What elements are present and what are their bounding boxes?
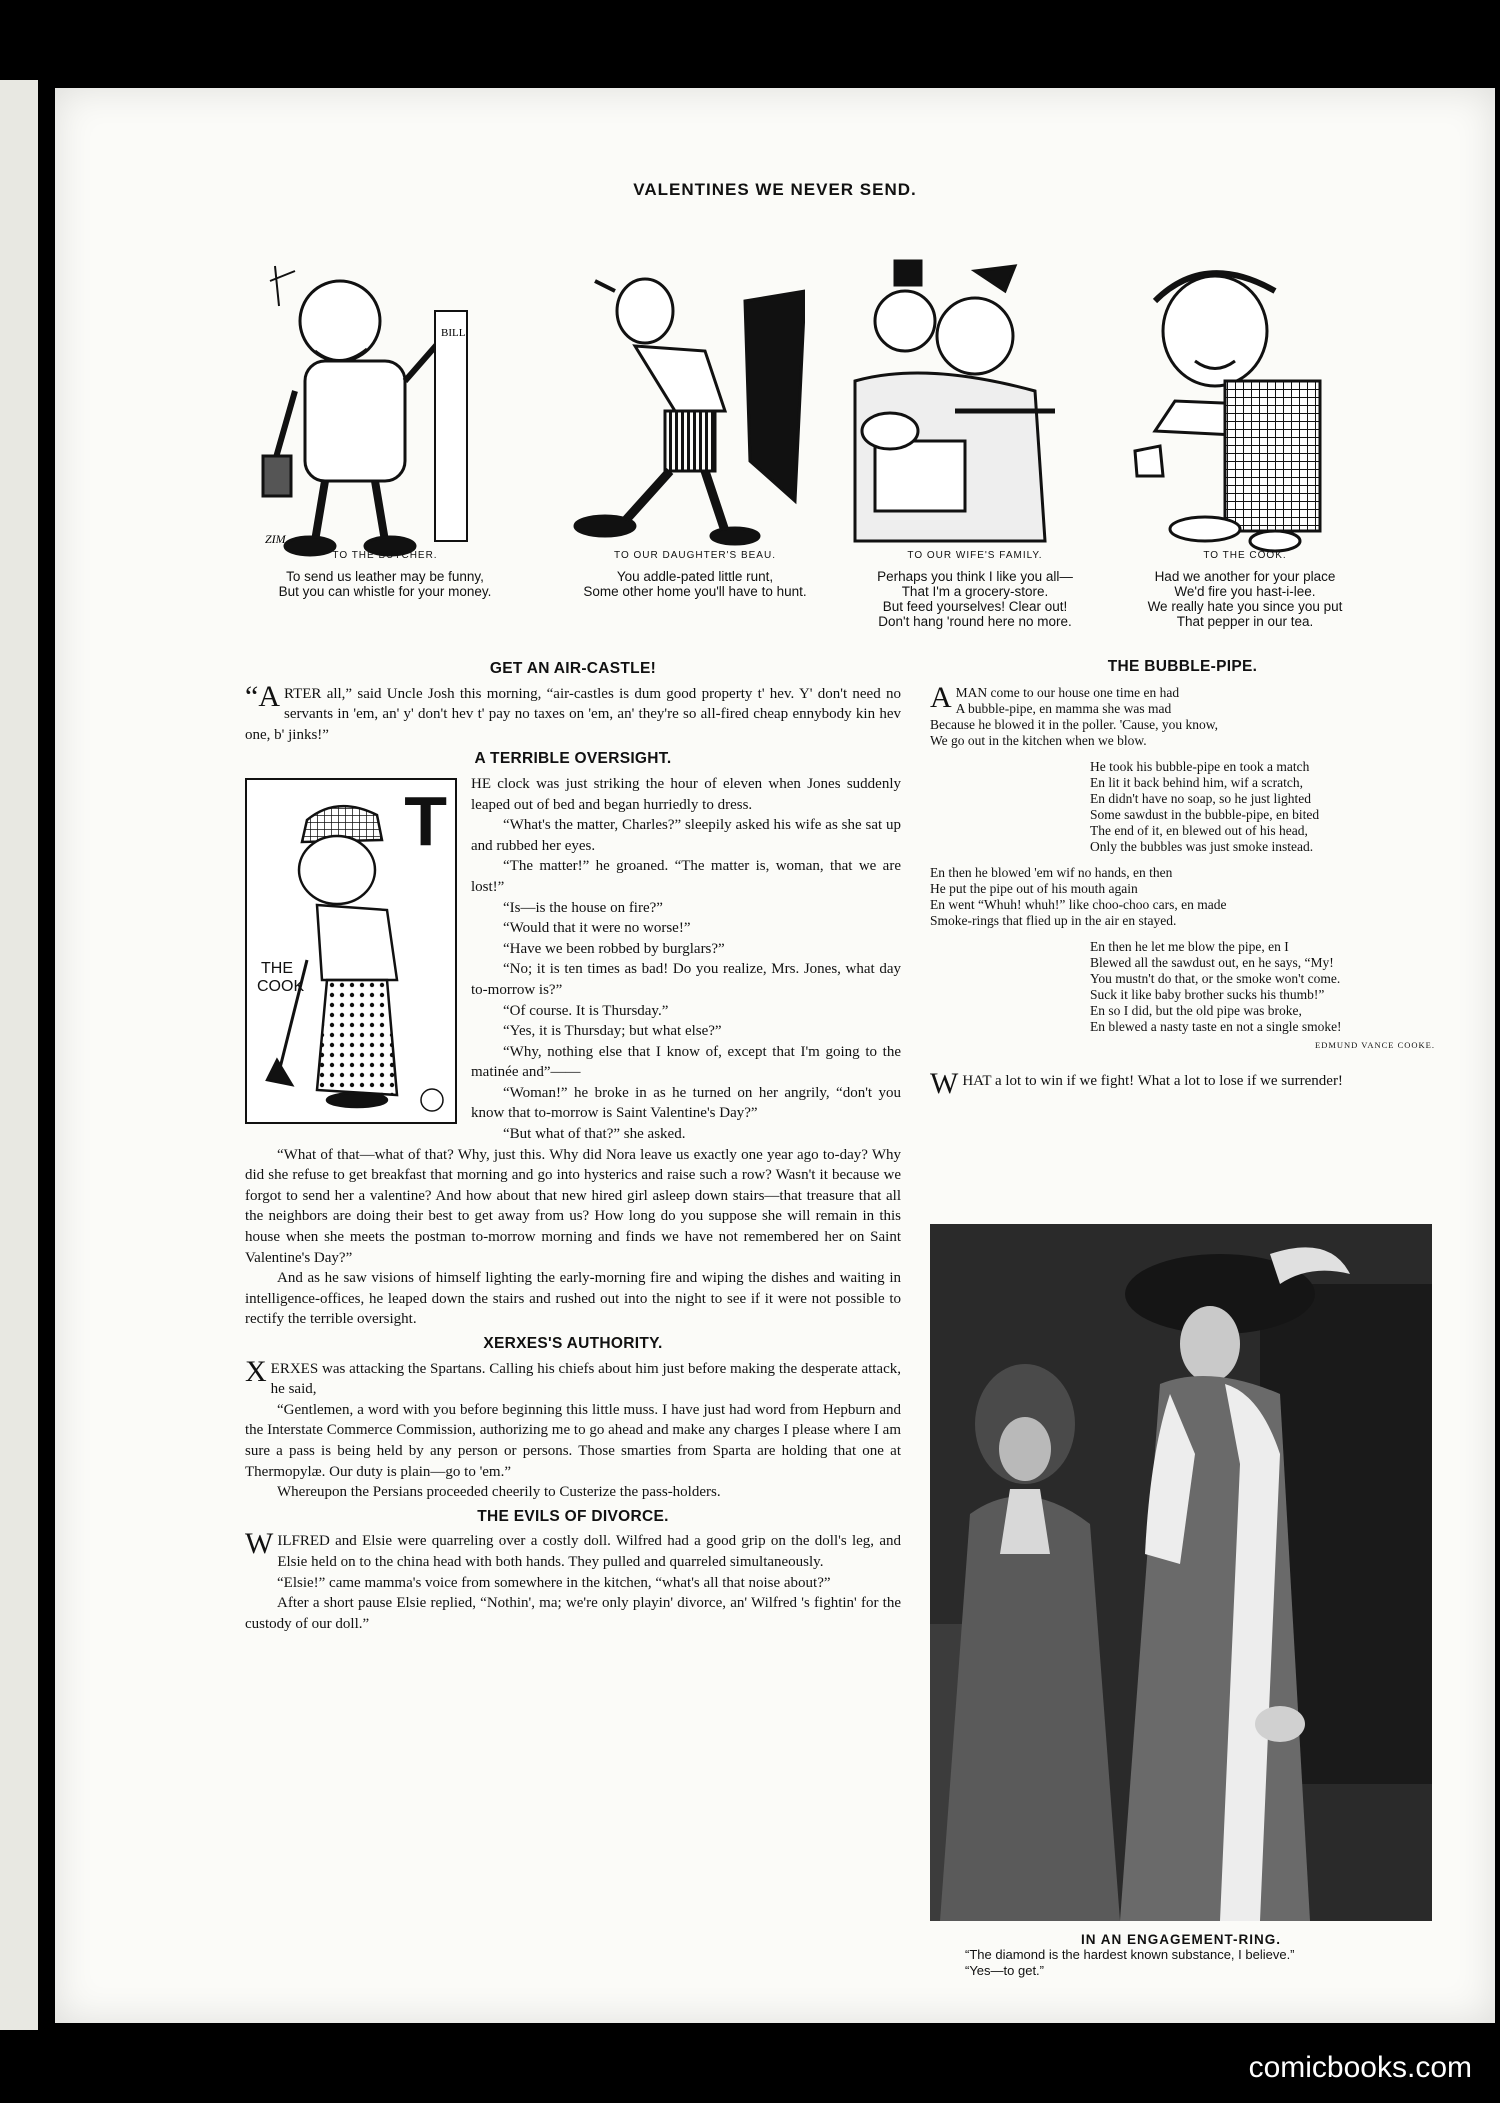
drop-cap: W [930,1067,959,1100]
right-column [930,655,1435,1100]
aircastle-text: RTER all,” said Uncle Josh this morning, “air-castles is dum good property t' hev. Y' don't need no servants in 'em, an' y' don't hev t' pay no taxes on 'em, an' they're so all-fired cheap ennybody kin hev one, b' jinks!” [245,685,901,743]
engagement-ring-illustration [930,1224,1432,1921]
oversight-paragraph: “Would that it were no worse!” [503,920,691,937]
cook-illustration-box [245,778,457,1124]
page-title: VALENTINES WE NEVER SEND. [633,180,917,199]
caption-line: But you can whistle for your money. [278,584,492,599]
oversight-paragraph: “The matter!” he groaned. “The matter is, woman, that we are lost!” [471,858,901,895]
poem-line: Only the bubbles was just smoke instead. [1090,839,1314,854]
caption-butcher [225,550,545,599]
caption-dialogue: “Yes—to get.” [965,1963,1045,1978]
magazine-page [55,88,1495,2023]
poem-line-text: MAN come to our house one time en had [955,685,1180,700]
oversight-paragraph: “Have we been robbed by burglars?” [503,940,725,957]
poem-line: He put the pipe out of his mouth again [930,881,1138,896]
caption-family [825,550,1125,629]
oversight-paragraph: “But what of that?” she asked. [503,1126,686,1143]
xerxes-first-paragraph [245,1354,901,1400]
caption-label: TO THE COOK. [1203,550,1287,561]
caption-label: TO OUR WIFE'S FAMILY. [907,550,1043,561]
poem-line: He took his bubble-pipe en took a match [1090,759,1310,774]
xerxes-text: ERXES was attacking the Spartans. Calling his chiefs about him just before making the desperate attack, he said, [270,1360,901,1398]
poem-line: En lit it back behind him, wif a scratch, [1090,775,1303,790]
butcher-bill-text: BILL [441,327,466,339]
poem-stanza-3 [930,865,1435,929]
xerxes-paragraph: “Gentlemen, a word with you before beginning this little muss. I have just had word from Hepburn and the Interstate Commerce Commission, authorizing me to go ahead and make any charges I please where I am sure a pass is being held by any person or persons. Those smarties from Sparta are holding that one at Thermopylæ. Our duty is plain—go to 'em.” [245,1401,901,1480]
poem-line: Smoke-rings that flied up in the air en stayed. [930,913,1177,928]
poem-line: En so I did, but the old pipe was broke, [1090,1003,1302,1018]
caption-line: To send us leather may be funny, [286,569,484,584]
poem-line: En then he blowed 'em wif no hands, en then [930,865,1173,880]
poem-line: En didn't have no soap, so he just lighted [1090,791,1312,806]
divorce-title: THE EVILS OF DIVORCE. [477,1507,669,1525]
oversight-title: A TERRIBLE OVERSIGHT. [474,750,672,768]
caption-line: Had we another for your place [1154,569,1336,584]
drop-cap: A [930,681,952,714]
cook-label: THE COOK [257,959,305,995]
divorce-first-paragraph [245,1527,901,1572]
caption-dialogue: “The diamond is the hardest known substance, I believe.” [965,1947,1295,1962]
page-left-edge [0,80,38,2030]
poem-credit: EDMUND VANCE COOKE. [1315,1040,1435,1050]
poem-line: A bubble-pipe, en mamma she was mad [955,701,1172,716]
caption-line: Perhaps you think I like you all— [877,569,1073,584]
poem-line: You mustn't do that, or the smoke won't come. [1090,971,1341,986]
caption-label: TO THE BUTCHER. [332,550,438,561]
watermark: comicbooks.com [1248,2051,1472,2084]
poem-line: We go out in the kitchen when we blow. [930,733,1147,748]
bubble-title: THE BUBBLE-PIPE. [1107,658,1258,675]
oversight-first-paragraph: HE clock was just striking the hour of eleven when Jones suddenly leaped out of bed and began hurriedly to dress. [471,775,901,813]
drop-cap: “A [245,679,280,713]
caption-line: Some other home you'll have to hunt. [583,584,807,599]
oversight-paragraph: “Woman!” he broke in as he turned on her angrily, “don't you know that to-morrow is Saint Valentine's Day?” [471,1084,901,1122]
caption-line: Don't hang 'round here no more. [878,614,1072,629]
xerxes-paragraph: Whereupon the Persians proceeded cheerily to Custerize the pass-holders. [277,1484,721,1501]
oversight-paragraph: “What's the matter, Charles?” sleepily asked his wife as she sat up and rubbed her eyes. [471,817,901,854]
xerxes-title: XERXES'S AUTHORITY. [483,1335,663,1352]
caption-line: We really hate you since you put [1147,599,1343,614]
poem-stanza-4 [1090,939,1435,1053]
fight-text: HAT a lot to win if we fight! What a lot to lose if we surrender! [962,1073,1343,1089]
oversight-paragraph: “Why, nothing else that I know of, except that I'm going to the matinée and”—— [471,1043,901,1081]
poem-line: Suck it like baby brother sucks his thumb!” [1090,987,1325,1002]
oversight-paragraph: And as he saw visions of himself lighting the early-morning fire and wiping the dishes and waiting in intelligence-offices, he leaped down the stairs and rushed out into the night to see if it were not possible to rectify the terrible oversight. [245,1270,901,1328]
poem-line: En blewed a nasty taste en not a single smoke! [1090,1019,1342,1034]
aircastle-body [245,679,901,746]
caption-cook [1115,550,1375,629]
caption-beau [535,550,855,599]
caption-line: That pepper in our tea. [1176,614,1314,629]
caption-line: But feed yourselves! Clear out! [882,599,1068,614]
oversight-paragraph: “Is—is the house on fire?” [503,899,663,916]
drop-cap: W [245,1527,274,1561]
poem-line: En then he let me blow the pipe, en I [1090,939,1289,954]
divorce-paragraph: “Elsie!” came mamma's voice from somewhere in the kitchen, “what's all that noise about?” [277,1574,831,1591]
illustration-caption [930,1932,1432,1979]
illustration-title: IN AN ENGAGEMENT-RING. [1080,1932,1281,1947]
divorce-text: ILFRED and Elsie were quarreling over a costly doll. Wilfred had a good grip on the doll's leg, and Elsie held on to the china head with both hands. They pulled and quarreled simultaneously. [277,1533,901,1570]
caption-label: TO OUR DAUGHTER'S BEAU. [614,550,776,561]
poem-line: En went “Whuh! whuh!” like choo-choo cars, en made [930,897,1227,912]
fight-paragraph [930,1067,1435,1100]
divorce-paragraph: After a short pause Elsie replied, “Nothin', ma; we're only playin' divorce, an' Wilfred 's fightin' for the custody of our doll.” [245,1595,901,1632]
decorative-initial: T [404,781,447,860]
poem-line: Some sawdust in the bubble-pipe, en bited [1090,807,1320,822]
poem-stanza-2 [1090,759,1435,855]
cook-figure [247,780,455,1122]
poem-line: Because he blowed it in the poller. 'Cause, you know, [930,717,1218,732]
poem-stanza-1 [930,681,1435,749]
drop-cap: X [245,1354,267,1388]
poem-line: The end of it, en blewed out of his head, [1090,823,1308,838]
oversight-paragraph: “What of that—what of that? Why, just this. Why did Nora leave us exactly one year ago to-day? Why did she refuse to get breakfast that morning and go into hysterics and raise such a row? Wasn't it because we forgot to send her a valentine? And how about that new hired girl asleep down stairs—that treasure that all the neighbors are doing their best to get away from us? How long do you suppose she will remain in this house when she meets the postman to-morrow morning and finds we have not remembered her on Saint Valentine's Day?” [245,1146,901,1266]
oversight-paragraph: “No; it is ten times as bad! Do you realize, Mrs. Jones, what day to-morrow is?” [471,961,901,998]
oversight-paragraph: “Of course. It is Thursday.” [503,1002,669,1019]
poem-line: Blewed all the sawdust out, en he says, “My! [1090,955,1334,970]
left-column [245,655,901,1634]
caption-line: You addle-pated little runt, [616,569,774,584]
caption-line: That I'm a grocery-store. [901,584,1049,599]
aircastle-title: GET AN AIR-CASTLE! [489,660,657,677]
caption-line: We'd fire you hast-i-lee. [1174,584,1316,599]
two-women-illustration [930,1224,1432,1921]
oversight-paragraph: “Yes, it is Thursday; but what else?” [503,1023,722,1040]
artist-signature: ZIM [265,532,286,546]
